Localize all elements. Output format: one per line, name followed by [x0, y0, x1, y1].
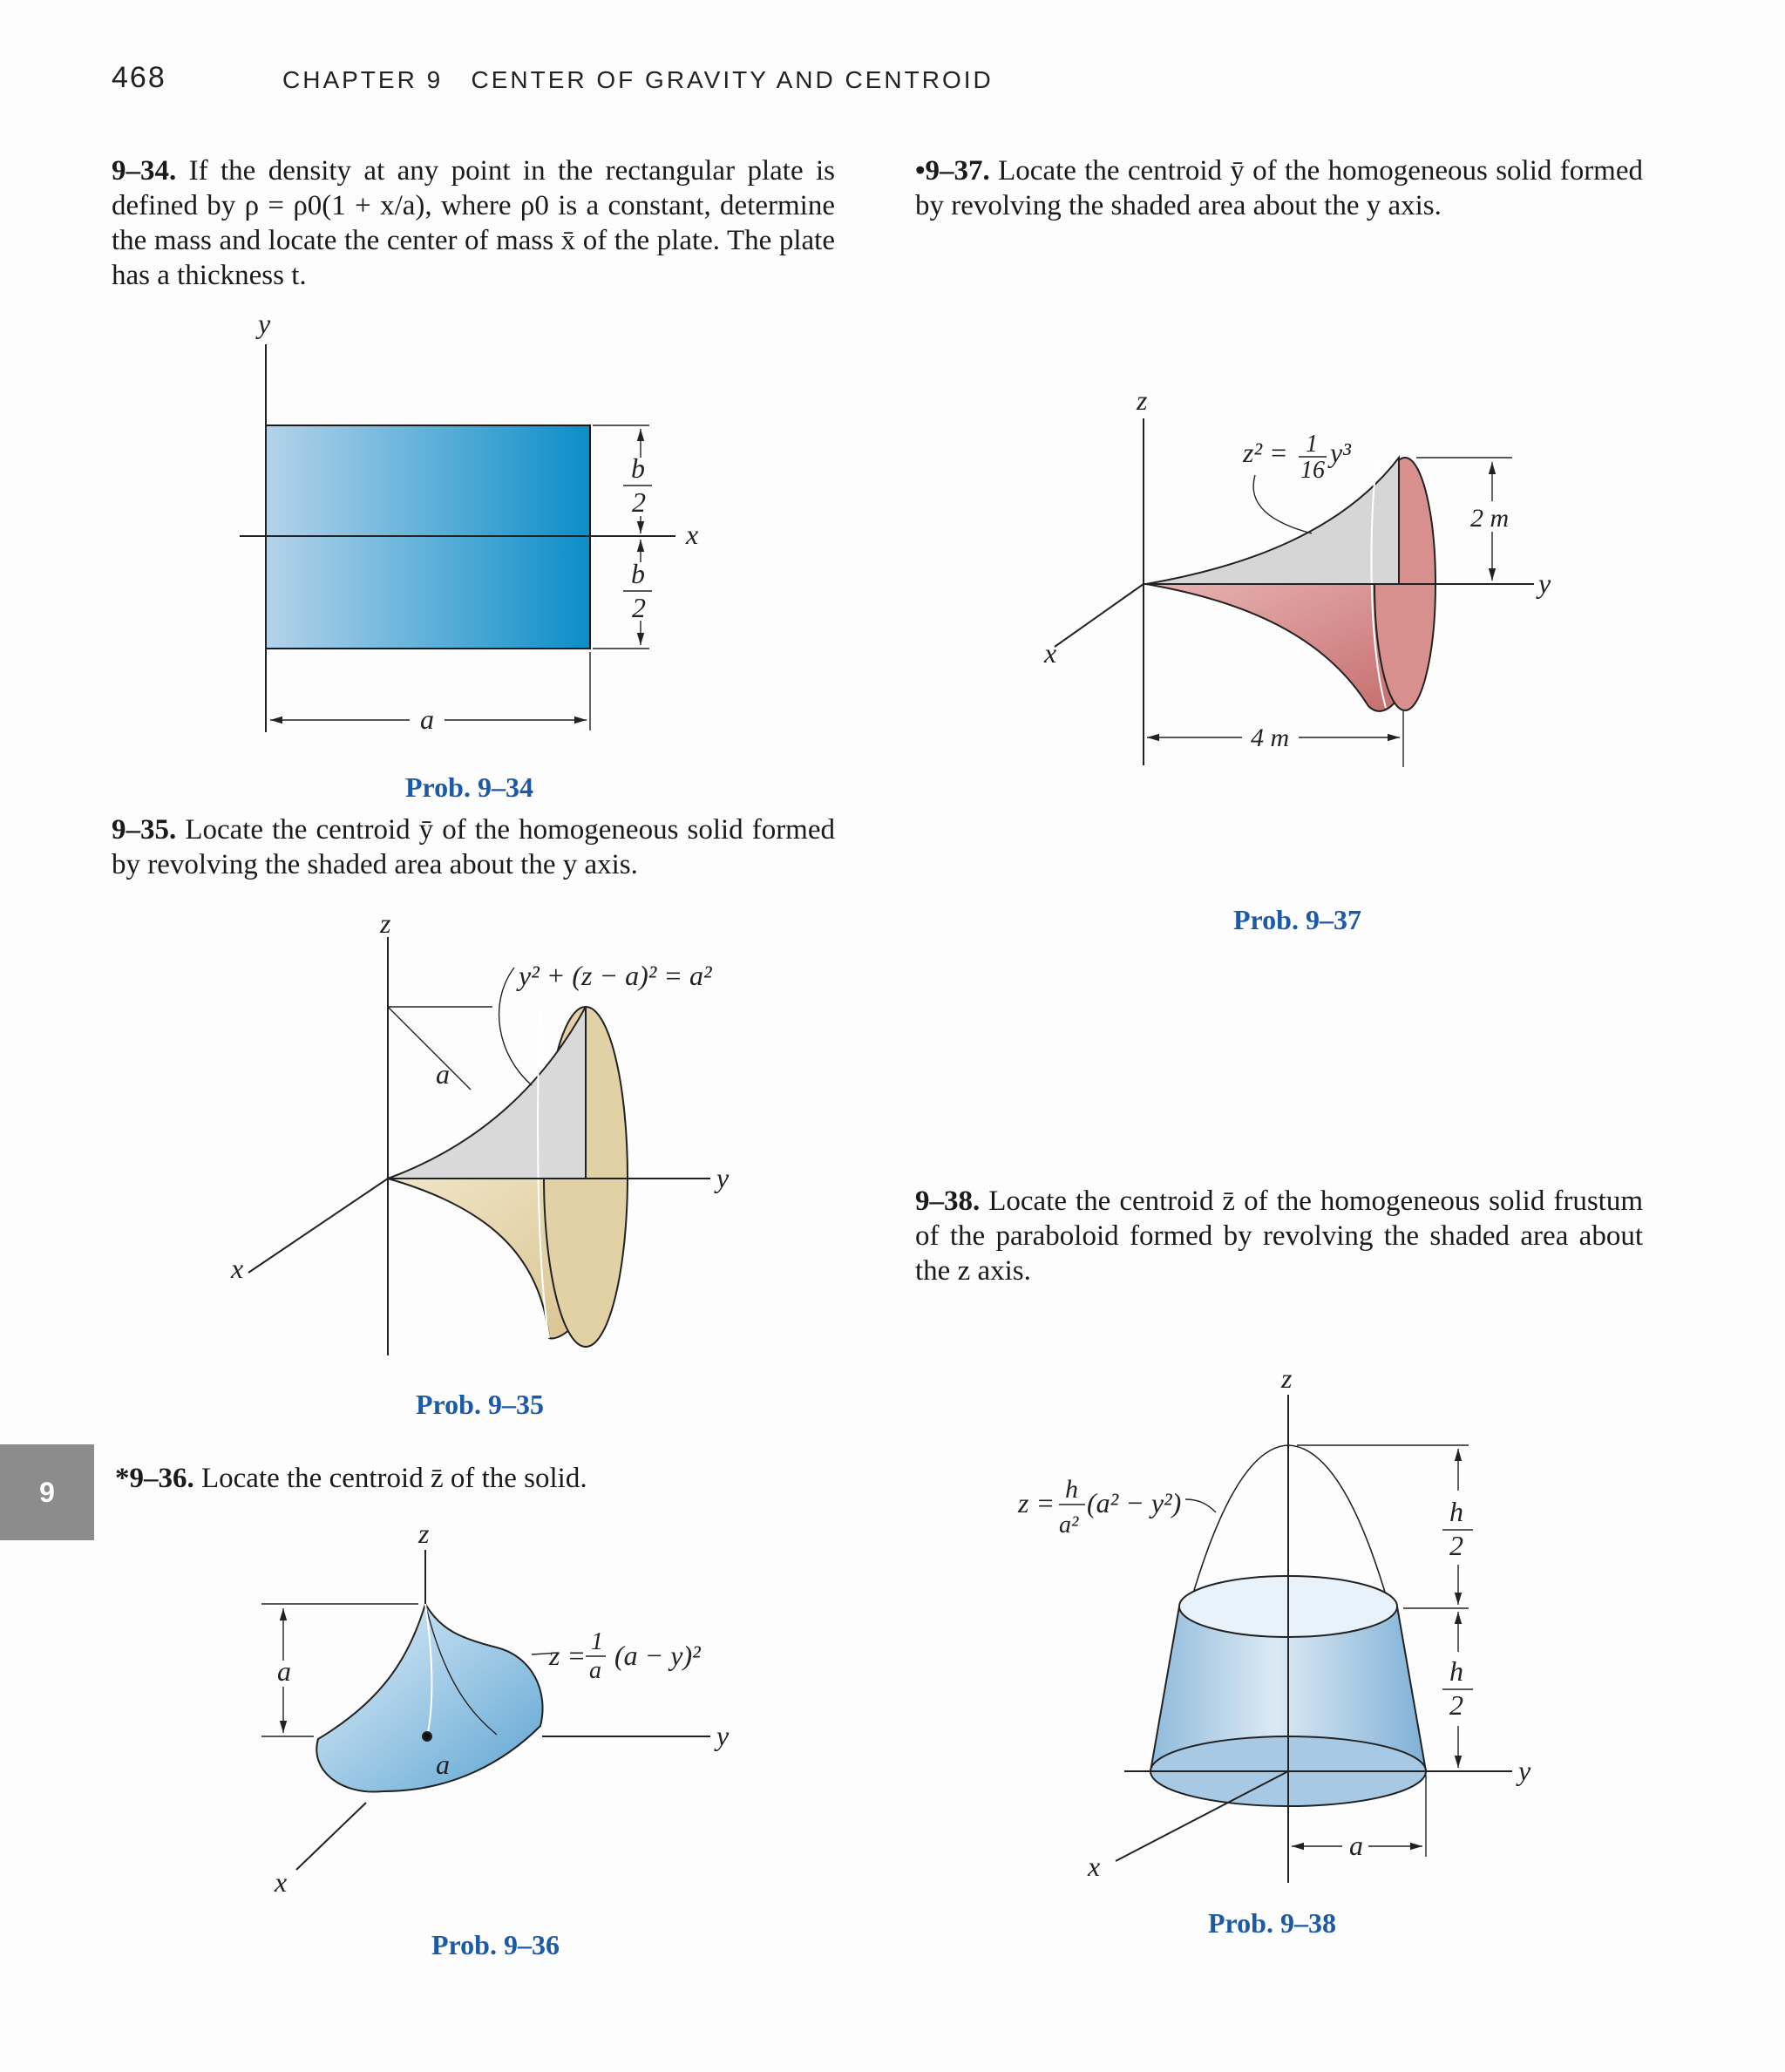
svg-text:h: h — [1065, 1475, 1078, 1504]
svg-text:a²: a² — [1059, 1512, 1079, 1539]
svg-text:h: h — [1449, 1496, 1463, 1527]
figure-9-35 — [248, 937, 710, 1355]
svg-text:2: 2 — [632, 486, 646, 518]
x-axis — [296, 1803, 366, 1870]
svg-text:a: a — [436, 1058, 450, 1090]
svg-text:z: z — [418, 1518, 430, 1549]
svg-text:(a² − y²): (a² − y²) — [1087, 1487, 1182, 1518]
label-x-34: x — [686, 519, 699, 550]
svg-text:x: x — [1044, 637, 1057, 669]
svg-text:a: a — [1349, 1830, 1363, 1861]
svg-text:a: a — [277, 1655, 291, 1687]
svg-text:y: y — [1518, 1755, 1531, 1786]
x-axis — [1055, 584, 1144, 647]
shaded-area — [1146, 458, 1399, 584]
figure-9-34 — [240, 344, 675, 732]
svg-text:x: x — [275, 1866, 288, 1898]
page-number: 468 — [112, 61, 166, 94]
svg-text:(a − y)²: (a − y)² — [614, 1640, 701, 1671]
caption-9-35: Prob. 9–35 — [416, 1389, 544, 1420]
svg-text:4 m: 4 m — [1251, 724, 1290, 752]
svg-text:x: x — [231, 1253, 244, 1284]
problem-9-36: *9–36. Locate the centroid z̄ of the solid. — [115, 1463, 587, 1494]
svg-text:z: z — [380, 907, 391, 939]
svg-text:a: a — [589, 1657, 601, 1684]
svg-text:16: 16 — [1300, 457, 1325, 484]
svg-text:b: b — [631, 452, 645, 484]
figure-9-38 — [1116, 1395, 1512, 1883]
caption-9-37: Prob. 9–37 — [1233, 904, 1361, 935]
x-axis — [248, 1179, 388, 1273]
svg-text:z: z — [1281, 1362, 1293, 1394]
label-a-34: a — [420, 703, 434, 735]
problem-9-35: 9–35. Locate the centroid ȳ of the homogeneous solid formed by revolving the shaded area about the y axis. — [112, 814, 836, 880]
svg-text:y³: y³ — [1330, 437, 1351, 468]
svg-text:y: y — [1538, 567, 1551, 599]
svg-text:a: a — [436, 1749, 450, 1780]
svg-text:z: z — [1137, 384, 1148, 416]
caption-9-36: Prob. 9–36 — [431, 1929, 560, 1960]
problem-9-37: •9–37. Locate the centroid ȳ of the homogeneous solid formed by revolving the shaded area about the y axis. — [915, 155, 1643, 221]
svg-text:2 m: 2 m — [1470, 504, 1510, 533]
svg-text:2: 2 — [1449, 1689, 1463, 1721]
svg-text:2: 2 — [632, 592, 646, 623]
figure-9-36 — [261, 1550, 710, 1870]
shaded-area — [388, 1007, 586, 1179]
svg-text:x: x — [1088, 1851, 1101, 1882]
svg-text:z =: z = — [549, 1640, 587, 1671]
svg-text:z =: z = — [1018, 1487, 1055, 1518]
chapter-tab: 9 — [0, 1444, 94, 1540]
svg-text:h: h — [1449, 1655, 1463, 1687]
svg-text:b: b — [631, 558, 645, 589]
equation-9-35: y² + (z − a)² = a² — [519, 960, 712, 991]
label-y-34: y — [258, 308, 271, 339]
svg-text:1: 1 — [1306, 431, 1318, 458]
caption-9-34: Prob. 9–34 — [405, 771, 533, 803]
svg-text:y: y — [716, 1162, 730, 1193]
svg-text:2: 2 — [1449, 1530, 1463, 1561]
chapter-title: CHAPTER 9 CENTER OF GRAVITY AND CENTROID — [282, 66, 994, 93]
problem-9-38: 9–38. Locate the centroid z̄ of the homogeneous solid frustum of the paraboloid formed by revolving the shaded area about the z axis. — [915, 1185, 1644, 1287]
svg-text:1: 1 — [591, 1628, 603, 1655]
svg-text:y: y — [716, 1720, 730, 1751]
problem-9-34: 9–34. If the density at any point in the rectangular plate is defined by ρ = ρ0(1 + x/a), where ρ0 is a constant, determine the mass and locate the center of mass x̄ of the plate. The plate has a thickness t. — [112, 155, 835, 291]
svg-text:z² =: z² = — [1243, 437, 1288, 468]
caption-9-38: Prob. 9–38 — [1208, 1907, 1336, 1939]
figure-9-37 — [1055, 418, 1534, 767]
